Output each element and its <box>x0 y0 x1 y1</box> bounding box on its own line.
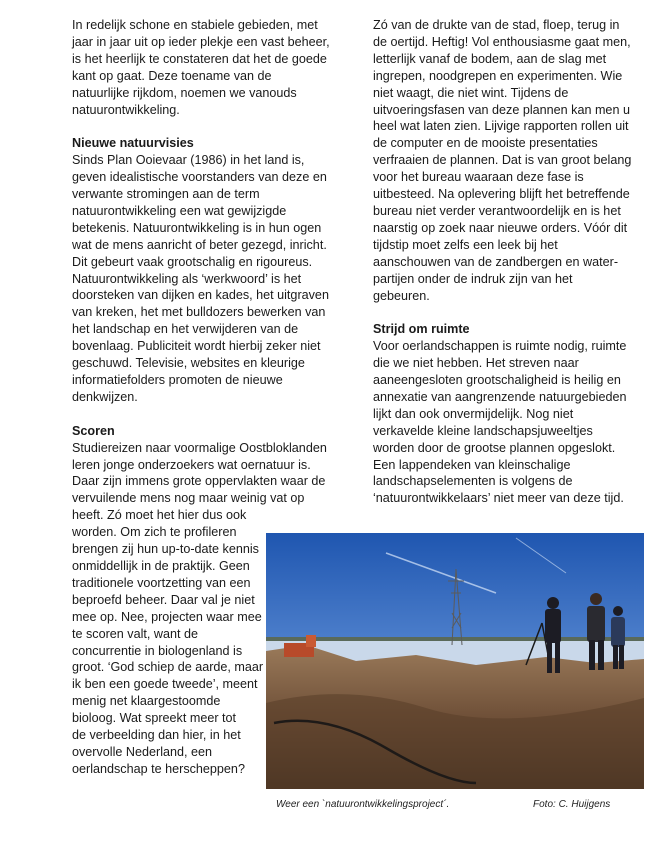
landscape-photo <box>266 533 644 789</box>
paragraph-nieuwe-natuurvisies: Sinds Plan Ooievaar (1986) in het land is, geven idealistische voorstanders van deze en verwante stromingen aan de term natuurontwikkeling een wat gewijzigde betekenis. Natuurontwikkeling is in hun ogen wat de mens aanricht of beter gezegd, inricht. Dit gebeurt vaak grootschalig en rigoureus. Natuurontwikkeling als ‘werkwoord’ is het doorsteken van dijken en kades, het uitgraven van kreken, het met bulldozers bewerken van het landschap en het verwijderen van de bovenlaag. Publiciteit wordt hierbij zeker niet geschuwd. Televisie, websites en kleurige informatiefolders promoten de nieuwe denkwijzen. <box>72 153 329 404</box>
photo-credit: Foto: C. Huijgens <box>533 799 611 810</box>
paragraph-oertijd: Zó van de drukte van de stad, floep, terug in de oertijd. Heftig! Vol enthousiasme gaat men, letterlijk vanaf de bodem, aan de slag met ingrepen, noodgrepen en experimenten. Wie niet waagt, die niet wint. Tijdens de uitvoeringsfasen van deze plannen kan men u heel wat laten zien. Lijvige rapporten rollen uit de computer en de mooiste presentaties verfraaien de plannen. Dat is van groot belang voor het bureau waaraan deze fase is uitbesteed. Na oplevering blijft het betreffende bureau niet verder verantwoordelijk en is het naarstig op zoek naar nieuwe orders. Vóór dit tijdstip moet zelfs een leek bij het aanschouwen van de zandbergen en water- partijen onder de indruk zijn van het gebeuren. <box>373 18 632 303</box>
heading-nieuwe-natuurvisies: Nieuwe natuurvisies <box>72 136 194 151</box>
heading-strijd-om-ruimte: Strijd om ruimte <box>373 322 470 337</box>
photo-caption: Weer een `natuurontwikkelingsproject´. <box>276 799 450 810</box>
heading-scoren: Scoren <box>72 423 115 438</box>
right-column <box>373 17 635 507</box>
intro-paragraph: In redelijk schone en stabiele gebieden, met jaar in jaar uit op ieder plekje een vast beheer, is het heerlijk te constateren dat het de goede kant op gaat. Deze toename van de natuurlijke rijkdom, noemen we vanouds natuurontwikkeling. <box>72 18 330 117</box>
paragraph-scoren: Studiereizen naar voormalige Oostbloklanden leren jonge onderzoekers wat oernatuur is. Daar zijn immens grote oppervlakten waar de vervuilende mens nog maar weinig vat op heeft. Zó moet het hier dus ook worden. Om zich te profileren brengen zij hun up-to-date kennis onmiddellijk in de praktijk. Geen traditionele voortzetting van een beproefd beheer. Daar val je niet mee op. Nee, projecten waar mee te scoren valt, want de concurrentie in biologenland is groot. ‘God schiep de aarde, maar ik ben een goede tweede’, meent menig net klaargestoomde bioloog. Wat spreekt meer tot de verbeelding dan hier, in het overvolle Nederland, een oerlandschap te herscheppen? <box>72 440 327 776</box>
paragraph-strijd-om-ruimte: Voor oerlandschappen is ruimte nodig, ruimte die we niet hebben. Het streven naar aaneengesloten grootschaligheid is heilig en annexatie van aangrenzende natuurgebieden lijkt dan ook onvermijdelijk. Nog niet verkavelde kleine landschapsjuweeltjes worden door de grootse plannen opgeslokt. Een lappendeken van kleinschalige landschapselementen is volgens de ‘natuurontwikkelaars’ niet meer van deze tijd. <box>373 339 627 506</box>
